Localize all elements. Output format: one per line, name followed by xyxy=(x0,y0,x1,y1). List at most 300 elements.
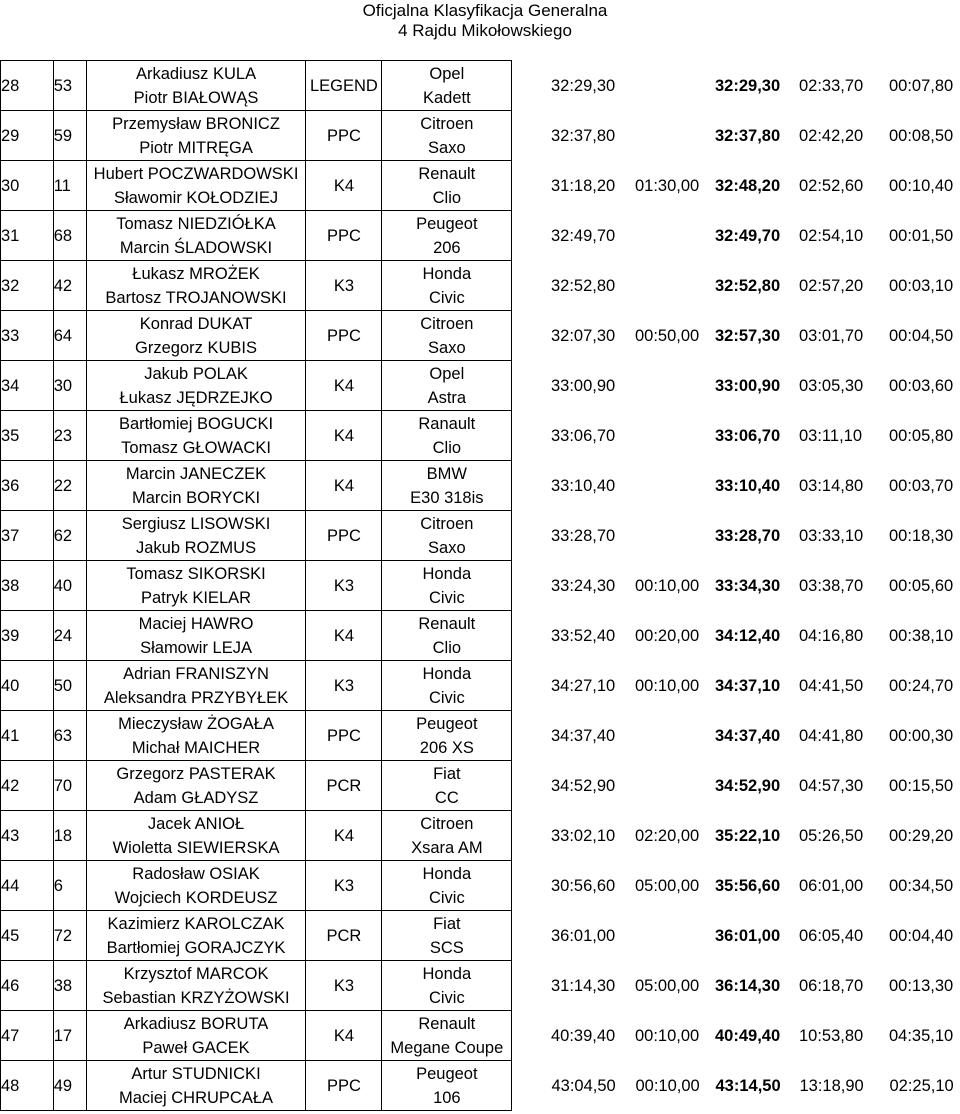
codriver-name: Aleksandra PRZYBYŁEK xyxy=(103,688,289,707)
times-cell xyxy=(512,211,960,261)
car-model: Civic xyxy=(428,888,465,907)
position-cell: 30 xyxy=(1,161,54,211)
stage-time: 33:24,30 xyxy=(551,576,616,595)
driver-name: Artur STUDNICKI xyxy=(131,1064,261,1083)
start-number-cell: 40 xyxy=(53,561,86,611)
start-number-cell: 49 xyxy=(53,1061,86,1111)
total-time: 32:52,80 xyxy=(715,276,781,295)
position-cell: 40 xyxy=(1,661,54,711)
car-make: Citroen xyxy=(420,814,474,833)
penalty-time: 05:00,00 xyxy=(635,976,700,995)
codriver-name: Marcin BORYCKI xyxy=(132,488,261,507)
start-number-cell: 23 xyxy=(53,411,86,461)
stage-time: 32:52,80 xyxy=(551,276,616,295)
crew-cell xyxy=(86,761,306,811)
position-cell: 42 xyxy=(1,761,54,811)
driver-name: Mieczysław ŻOGAŁA xyxy=(118,714,274,733)
car-cell xyxy=(382,861,512,911)
car-model: Civic xyxy=(428,988,465,1007)
car-make: Fiat xyxy=(433,914,461,933)
table-row xyxy=(1,411,960,461)
table-row xyxy=(1,511,960,561)
position-cell: 29 xyxy=(1,111,54,161)
class-cell: PPC xyxy=(306,211,382,261)
stage-time: 32:29,30 xyxy=(551,76,616,95)
start-number-cell: 50 xyxy=(53,661,86,711)
start-number-cell: 64 xyxy=(53,311,86,361)
gap-to-previous: 00:15,50 xyxy=(889,776,954,795)
gap-to-previous: 04:35,10 xyxy=(889,1026,954,1045)
penalty-time: 00:10,00 xyxy=(635,1076,700,1095)
total-time: 40:49,40 xyxy=(715,1026,781,1045)
crew-cell xyxy=(86,511,306,561)
total-time: 35:22,10 xyxy=(715,826,781,845)
position-cell: 39 xyxy=(1,611,54,661)
table-row xyxy=(1,211,960,261)
car-model: Clio xyxy=(432,188,462,207)
total-time: 33:34,30 xyxy=(715,576,781,595)
gap-to-leader: 03:33,10 xyxy=(799,526,864,545)
crew-cell xyxy=(86,711,306,761)
crew-cell xyxy=(86,111,306,161)
crew-cell xyxy=(86,1061,306,1111)
codriver-name: Jakub ROZMUS xyxy=(135,538,257,557)
crew-cell xyxy=(86,661,306,711)
start-number-cell: 30 xyxy=(53,361,86,411)
car-cell xyxy=(382,61,512,111)
gap-to-leader: 10:53,80 xyxy=(799,1026,864,1045)
driver-name: Kazimierz KAROLCZAK xyxy=(107,914,285,933)
car-make: Fiat xyxy=(433,764,461,783)
car-model: Civic xyxy=(428,288,465,307)
start-number-cell: 11 xyxy=(53,161,86,211)
results-table xyxy=(0,60,960,1111)
table-row xyxy=(1,961,960,1011)
times-cell xyxy=(512,1011,960,1061)
codriver-name: Wojciech KORDEUSZ xyxy=(114,888,278,907)
total-time: 35:56,60 xyxy=(715,876,781,895)
table-row xyxy=(1,861,960,911)
total-time: 34:52,90 xyxy=(715,776,781,795)
times-cell xyxy=(512,261,960,311)
table-row xyxy=(1,461,960,511)
car-make: Opel xyxy=(429,64,465,83)
start-number-cell: 42 xyxy=(53,261,86,311)
stage-time: 36:01,00 xyxy=(551,926,616,945)
driver-name: Adrian FRANISZYN xyxy=(123,664,269,683)
times-cell xyxy=(512,861,960,911)
page-header xyxy=(0,0,960,44)
stage-time: 34:52,90 xyxy=(551,776,616,795)
times-cell xyxy=(512,361,960,411)
stage-time: 33:52,40 xyxy=(551,626,616,645)
total-time: 32:57,30 xyxy=(715,326,781,345)
start-number-cell: 70 xyxy=(53,761,86,811)
total-time: 34:37,40 xyxy=(715,726,781,745)
position-cell: 41 xyxy=(1,711,54,761)
car-make: Renault xyxy=(418,164,476,183)
times-cell xyxy=(512,411,960,461)
class-cell: K3 xyxy=(306,661,382,711)
driver-name: Łukasz MROŻEK xyxy=(132,264,260,283)
gap-to-previous: 00:03,10 xyxy=(889,276,954,295)
class-cell: LEGEND xyxy=(306,61,382,111)
table-row xyxy=(1,361,960,411)
total-time: 33:10,40 xyxy=(715,476,781,495)
car-cell xyxy=(382,661,512,711)
times-cell xyxy=(512,811,960,861)
class-cell: PCR xyxy=(306,761,382,811)
gap-to-previous: 00:04,50 xyxy=(889,326,954,345)
codriver-name: Wioletta SIEWIERSKA xyxy=(112,838,280,857)
car-cell xyxy=(382,311,512,361)
car-cell xyxy=(382,1061,512,1111)
gap-to-previous: 00:38,10 xyxy=(889,626,954,645)
crew-cell xyxy=(86,1011,306,1061)
car-make: Honda xyxy=(422,964,472,983)
stage-time: 34:37,40 xyxy=(551,726,616,745)
position-cell: 47 xyxy=(1,1011,54,1061)
start-number-cell: 59 xyxy=(53,111,86,161)
stage-time: 33:02,10 xyxy=(551,826,616,845)
total-time: 32:29,30 xyxy=(715,76,781,95)
class-cell: K3 xyxy=(306,961,382,1011)
table-row xyxy=(1,261,960,311)
table-row xyxy=(1,1061,960,1111)
gap-to-previous: 00:03,60 xyxy=(889,376,954,395)
class-cell: PPC xyxy=(306,711,382,761)
car-model: Saxo xyxy=(428,338,466,357)
position-cell: 48 xyxy=(1,1061,54,1111)
gap-to-previous: 00:18,30 xyxy=(889,526,954,545)
class-cell: K4 xyxy=(306,811,382,861)
class-cell: PPC xyxy=(306,1061,382,1111)
gap-to-previous: 00:01,50 xyxy=(889,226,954,245)
penalty-time: 00:50,00 xyxy=(635,326,700,345)
times-cell xyxy=(512,911,960,961)
car-cell xyxy=(382,711,512,761)
driver-name: Jakub POLAK xyxy=(144,364,248,383)
gap-to-leader: 03:38,70 xyxy=(799,576,864,595)
codriver-name: Maciej CHRUPCAŁA xyxy=(119,1088,274,1107)
total-time: 43:14,50 xyxy=(715,1076,781,1095)
crew-cell xyxy=(86,861,306,911)
driver-name: Hubert POCZWARDOWSKI xyxy=(93,164,299,183)
car-model: 206 xyxy=(433,238,461,257)
car-cell xyxy=(382,161,512,211)
total-time: 32:49,70 xyxy=(715,226,781,245)
driver-name: Krzysztof MARCOK xyxy=(123,964,269,983)
class-cell: K4 xyxy=(306,611,382,661)
car-make: Citroen xyxy=(420,114,474,133)
table-row xyxy=(1,611,960,661)
times-cell xyxy=(512,161,960,211)
times-cell xyxy=(512,561,960,611)
codriver-name: Piotr MITRĘGA xyxy=(139,138,253,157)
gap-to-leader: 06:05,40 xyxy=(799,926,864,945)
car-model: Clio xyxy=(432,638,462,657)
driver-name: Bartłomiej BOGUCKI xyxy=(119,414,274,433)
car-cell xyxy=(382,411,512,461)
stage-time: 33:28,70 xyxy=(551,526,616,545)
times-cell xyxy=(512,311,960,361)
start-number-cell: 68 xyxy=(53,211,86,261)
car-make: Citroen xyxy=(420,314,474,333)
class-cell: PPC xyxy=(306,311,382,361)
class-cell: PCR xyxy=(306,911,382,961)
start-number-cell: 72 xyxy=(53,911,86,961)
class-cell: K4 xyxy=(306,411,382,461)
driver-name: Konrad DUKAT xyxy=(139,314,253,333)
codriver-name: Marcin ŚLADOWSKI xyxy=(119,238,273,257)
car-make: Ranault xyxy=(418,414,476,433)
class-cell: K3 xyxy=(306,261,382,311)
driver-name: Radosław OSIAK xyxy=(132,864,260,883)
gap-to-previous: 00:34,50 xyxy=(889,876,954,895)
class-cell: PPC xyxy=(306,111,382,161)
total-time: 32:37,80 xyxy=(715,126,781,145)
car-cell xyxy=(382,811,512,861)
driver-name: Przemysław BRONICZ xyxy=(112,114,280,133)
table-row xyxy=(1,711,960,761)
stage-time: 33:00,90 xyxy=(551,376,616,395)
gap-to-previous: 00:05,80 xyxy=(889,426,954,445)
gap-to-previous: 00:08,50 xyxy=(889,126,954,145)
times-cell xyxy=(512,61,960,111)
stage-time: 33:10,40 xyxy=(551,476,616,495)
gap-to-leader: 06:18,70 xyxy=(799,976,864,995)
start-number-cell: 6 xyxy=(53,861,86,911)
gap-to-previous: 00:13,30 xyxy=(889,976,954,995)
class-cell: K4 xyxy=(306,361,382,411)
position-cell: 33 xyxy=(1,311,54,361)
position-cell: 44 xyxy=(1,861,54,911)
car-model: E30 318is xyxy=(410,488,484,507)
start-number-cell: 18 xyxy=(53,811,86,861)
codriver-name: Sławomir KOŁODZIEJ xyxy=(113,188,279,207)
car-cell xyxy=(382,261,512,311)
car-make: Honda xyxy=(422,264,472,283)
total-time: 33:00,90 xyxy=(715,376,781,395)
position-cell: 37 xyxy=(1,511,54,561)
stage-time: 33:06,70 xyxy=(551,426,616,445)
crew-cell xyxy=(86,811,306,861)
crew-cell xyxy=(86,211,306,261)
car-cell xyxy=(382,211,512,261)
start-number-cell: 63 xyxy=(53,711,86,761)
codriver-name: Sebastian KRZYŻOWSKI xyxy=(102,988,290,1007)
times-cell xyxy=(512,761,960,811)
car-model: Civic xyxy=(428,588,465,607)
times-cell xyxy=(512,461,960,511)
results-body xyxy=(1,61,960,1111)
car-cell xyxy=(382,761,512,811)
driver-name: Tomasz NIEDZIÓŁKA xyxy=(116,214,276,233)
times-cell xyxy=(512,611,960,661)
penalty-time: 01:30,00 xyxy=(635,176,700,195)
car-make: Honda xyxy=(422,864,472,883)
driver-name: Arkadiusz KULA xyxy=(135,64,257,83)
start-number-cell: 53 xyxy=(53,61,86,111)
car-model: Astra xyxy=(427,388,467,407)
car-model: Clio xyxy=(432,438,462,457)
gap-to-leader: 02:57,20 xyxy=(799,276,864,295)
start-number-cell: 38 xyxy=(53,961,86,1011)
car-model: Kadett xyxy=(422,88,471,107)
car-make: Renault xyxy=(418,614,476,633)
class-cell: K4 xyxy=(306,461,382,511)
gap-to-leader: 04:16,80 xyxy=(799,626,864,645)
gap-to-leader: 02:42,20 xyxy=(799,126,864,145)
car-make: Honda xyxy=(422,664,472,683)
position-cell: 28 xyxy=(1,61,54,111)
crew-cell xyxy=(86,311,306,361)
crew-cell xyxy=(86,911,306,961)
car-cell xyxy=(382,561,512,611)
car-model: Civic xyxy=(428,688,465,707)
gap-to-leader: 04:41,80 xyxy=(799,726,864,745)
total-time: 33:06,70 xyxy=(715,426,781,445)
position-cell: 32 xyxy=(1,261,54,311)
gap-to-previous: 00:07,80 xyxy=(889,76,954,95)
car-cell xyxy=(382,911,512,961)
stage-time: 34:27,10 xyxy=(551,676,616,695)
car-cell xyxy=(382,111,512,161)
crew-cell xyxy=(86,961,306,1011)
total-time: 33:28,70 xyxy=(715,526,781,545)
class-cell: K4 xyxy=(306,161,382,211)
times-cell xyxy=(512,961,960,1011)
times-cell xyxy=(512,661,960,711)
car-cell xyxy=(382,1011,512,1061)
gap-to-previous: 00:00,30 xyxy=(889,726,954,745)
gap-to-leader: 02:54,10 xyxy=(799,226,864,245)
car-cell xyxy=(382,611,512,661)
table-row xyxy=(1,661,960,711)
car-make: Honda xyxy=(422,564,472,583)
class-cell: PPC xyxy=(306,511,382,561)
crew-cell xyxy=(86,611,306,661)
position-cell: 34 xyxy=(1,361,54,411)
car-model: Xsara AM xyxy=(411,838,483,857)
codriver-name: Piotr BIAŁOWĄS xyxy=(133,88,259,107)
car-make: Peugeot xyxy=(416,714,478,733)
codriver-name: Bartłomiej GORAJCZYK xyxy=(106,938,286,957)
codriver-name: Łukasz JĘDRZEJKO xyxy=(119,388,273,407)
gap-to-previous: 00:04,40 xyxy=(889,926,954,945)
total-time: 34:12,40 xyxy=(715,626,781,645)
position-cell: 46 xyxy=(1,961,54,1011)
car-make: Renault xyxy=(418,1014,476,1033)
car-make: Peugeot xyxy=(416,214,478,233)
stage-time: 32:37,80 xyxy=(551,126,616,145)
gap-to-previous: 00:05,60 xyxy=(889,576,954,595)
table-row xyxy=(1,311,960,361)
car-model: 106 xyxy=(433,1088,461,1107)
stage-time: 31:18,20 xyxy=(551,176,616,195)
total-time: 34:37,10 xyxy=(715,676,781,695)
car-model: Saxo xyxy=(428,538,466,557)
car-model: SCS xyxy=(429,938,464,957)
codriver-name: Paweł GACEK xyxy=(142,1038,250,1057)
stage-time: 30:56,60 xyxy=(551,876,616,895)
penalty-time: 02:20,00 xyxy=(635,826,700,845)
table-row xyxy=(1,811,960,861)
gap-to-leader: 04:57,30 xyxy=(799,776,864,795)
stage-time: 31:14,30 xyxy=(551,976,616,995)
position-cell: 36 xyxy=(1,461,54,511)
total-time: 36:01,00 xyxy=(715,926,781,945)
car-cell xyxy=(382,461,512,511)
start-number-cell: 17 xyxy=(53,1011,86,1061)
crew-cell xyxy=(86,261,306,311)
position-cell: 43 xyxy=(1,811,54,861)
stage-time: 40:39,40 xyxy=(551,1026,616,1045)
class-cell: K3 xyxy=(306,861,382,911)
codriver-name: Bartosz TROJANOWSKI xyxy=(105,288,287,307)
gap-to-previous: 00:10,40 xyxy=(889,176,954,195)
table-row xyxy=(1,761,960,811)
total-time: 36:14,30 xyxy=(715,976,781,995)
gap-to-previous: 00:03,70 xyxy=(889,476,954,495)
start-number-cell: 62 xyxy=(53,511,86,561)
codriver-name: Michał MAICHER xyxy=(131,738,261,757)
gap-to-leader: 02:52,60 xyxy=(799,176,864,195)
car-make: BMW xyxy=(426,464,467,483)
crew-cell xyxy=(86,361,306,411)
penalty-time: 00:10,00 xyxy=(635,576,700,595)
codriver-name: Grzegorz KUBIS xyxy=(135,338,258,357)
position-cell: 31 xyxy=(1,211,54,261)
driver-name: Sergiusz LISOWSKI xyxy=(121,514,271,533)
gap-to-leader: 03:01,70 xyxy=(799,326,864,345)
penalty-time: 00:20,00 xyxy=(635,626,700,645)
car-cell xyxy=(382,511,512,561)
driver-name: Tomasz SIKORSKI xyxy=(126,564,266,583)
page-subtitle: 4 Rajdu Mikołowskiego xyxy=(398,21,572,40)
position-cell: 38 xyxy=(1,561,54,611)
times-cell xyxy=(512,711,960,761)
penalty-time: 00:10,00 xyxy=(635,1026,700,1045)
table-row xyxy=(1,1011,960,1061)
class-cell: K4 xyxy=(306,1011,382,1061)
car-make: Citroen xyxy=(420,514,474,533)
gap-to-leader: 05:26,50 xyxy=(799,826,864,845)
table-row xyxy=(1,111,960,161)
position-cell: 35 xyxy=(1,411,54,461)
driver-name: Maciej HAWRO xyxy=(138,614,254,633)
car-model: 206 XS xyxy=(419,738,474,757)
times-cell xyxy=(512,511,960,561)
car-make: Opel xyxy=(429,364,465,383)
car-make: Peugeot xyxy=(416,1064,478,1083)
driver-name: Arkadiusz BORUTA xyxy=(123,1014,269,1033)
crew-cell xyxy=(86,411,306,461)
gap-to-leader: 04:41,50 xyxy=(799,676,864,695)
codriver-name: Tomasz GŁOWACKI xyxy=(121,438,271,457)
car-cell xyxy=(382,361,512,411)
stage-time: 32:49,70 xyxy=(551,226,616,245)
table-row xyxy=(1,561,960,611)
car-cell xyxy=(382,961,512,1011)
table-row xyxy=(1,161,960,211)
gap-to-previous: 00:29,20 xyxy=(889,826,954,845)
page-title: Oficjalna Klasyfikacja Generalna xyxy=(362,1,608,20)
car-model: Saxo xyxy=(428,138,466,157)
car-model: Megane Coupe xyxy=(390,1038,504,1057)
stage-time: 43:04,50 xyxy=(551,1076,616,1095)
gap-to-previous: 00:24,70 xyxy=(889,676,954,695)
